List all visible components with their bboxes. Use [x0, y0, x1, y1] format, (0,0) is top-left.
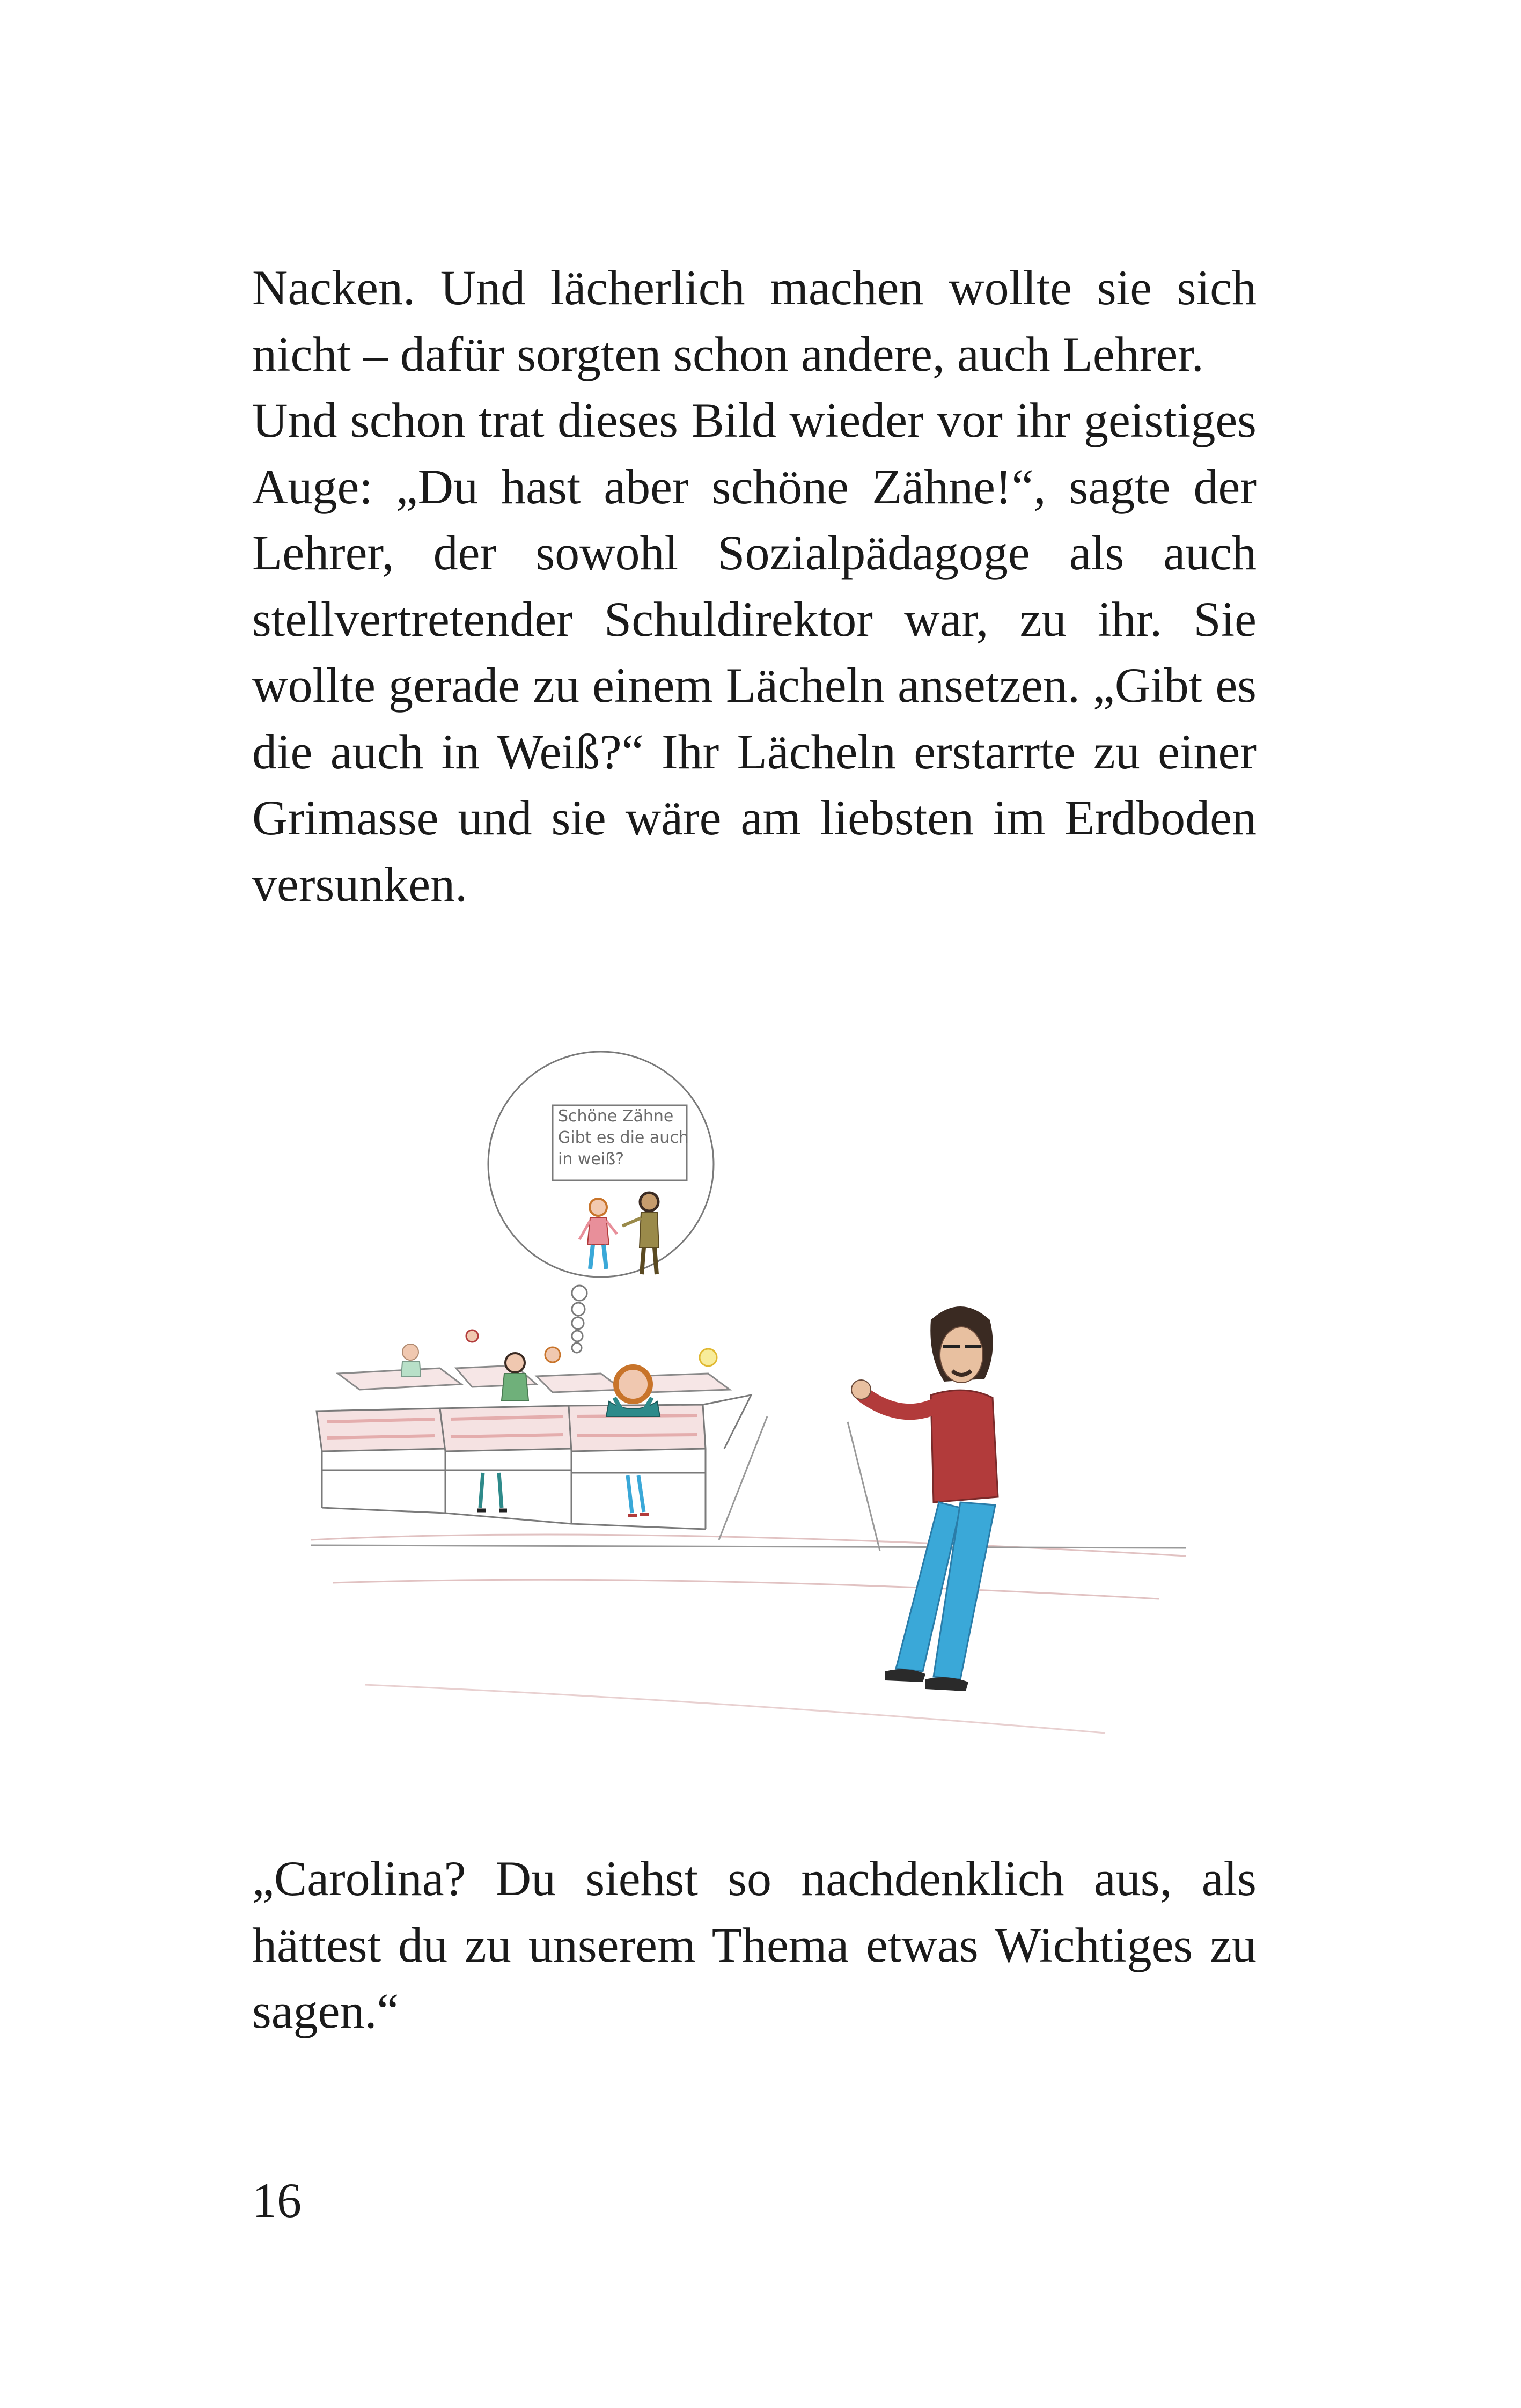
text-block-bottom [252, 1846, 1257, 2045]
bubble-text: Gibt es die auch [558, 1128, 689, 1147]
student-legs [477, 1473, 649, 1516]
thought-bubble [488, 1052, 714, 1353]
text-block-top [252, 255, 1257, 917]
teacher-figure-small [622, 1193, 659, 1274]
paragraph: „Carolina? Du siehst so nachdenklich aus, als hättest du zu unserem Thema etwas Wichtiges zu sagen.“ [252, 1851, 1257, 2038]
paragraph: Und schon trat dieses Bild wieder vor ihr geistiges Auge: „Du hast aber schöne Zähne!“, sagte der Lehrer, der sowohl Sozialpädagoge als auch stellvertretender Schuldirektor war, zu ihr. Sie wollte gerade zu einem Lächeln ansetzen. „Gibt es die auch in Weiß?“ Ihr Lächeln erstarrte zu einer Grimasse und sie wäre am liebsten im Erdboden versunken. [252, 393, 1257, 912]
student-back-4 [700, 1349, 717, 1366]
back-desks [338, 1365, 730, 1392]
classroom-drawing [300, 1041, 1223, 1771]
student-back-2 [466, 1330, 478, 1342]
wall-line [848, 1422, 880, 1551]
student-green [502, 1353, 528, 1400]
student-back-3 [545, 1347, 560, 1362]
student-back-1 [401, 1344, 421, 1376]
paragraph: Nacken. Und lächerlich machen wollte sie sich nicht – dafür sorgten schon andere, auch Lehrer. [252, 260, 1257, 381]
floor-lines [311, 1535, 1186, 1733]
bubble-text: in weiß? [558, 1150, 624, 1169]
teacher-figure [851, 1306, 998, 1691]
bubble-text: Schöne Zähne [558, 1107, 674, 1126]
girl-figure-small [579, 1199, 617, 1269]
floor-edge [311, 1545, 1186, 1548]
page-number: 16 [252, 2173, 302, 2228]
